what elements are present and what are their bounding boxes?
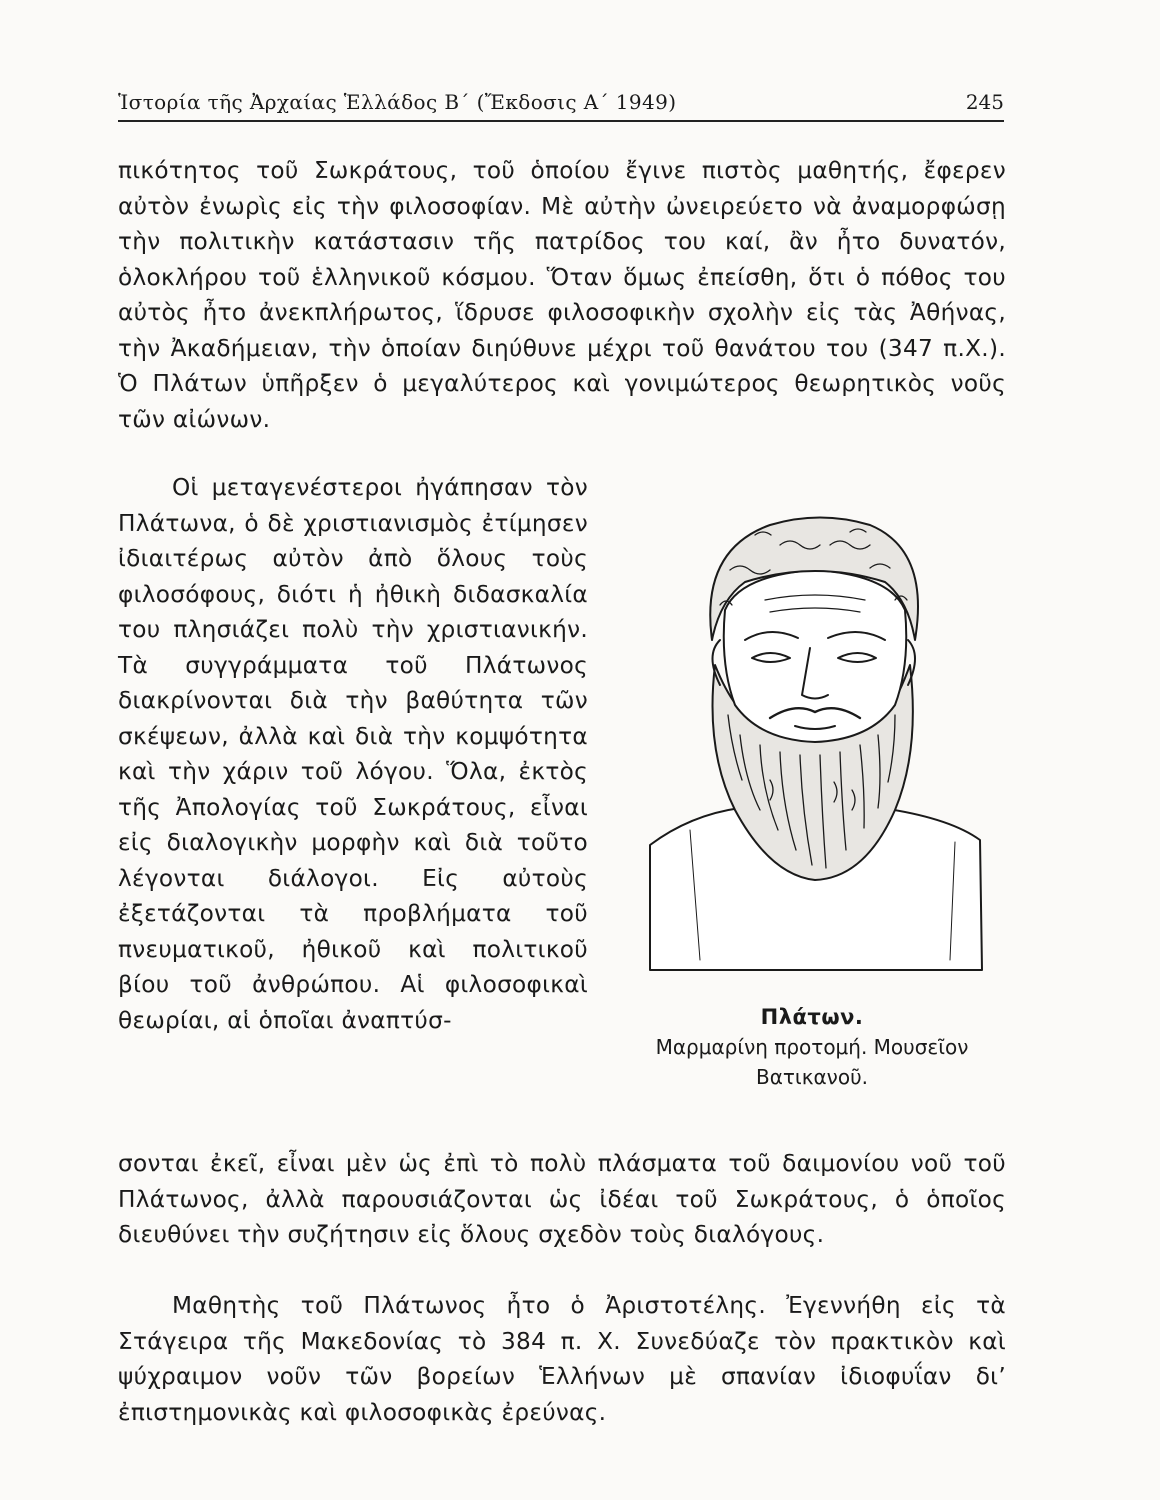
running-header	[118, 86, 1004, 122]
caption-line-2: Βατικανοῦ.	[755, 1065, 869, 1089]
header-title: Ἱστορία τῆς Ἀρχαίας Ἑλλάδος Β΄ (Ἔκδοσις Α΄ 1949)	[118, 90, 677, 114]
caption-line-1: Μαρμαρίνη προτομή. Μουσεῖον	[655, 1035, 969, 1059]
paragraph-plato-works-continued: σονται ἐκεῖ, εἶναι μὲν ὡς ἐπὶ τὸ πολὺ πλάσματα τοῦ δαιμονίου νοῦ τοῦ Πλάτωνος, ἀλλὰ παρουσιάζονται ὡς ἰδέαι τοῦ Σωκράτους, ὁ ὁποῖος διευθύνει τὴν συζήτησιν εἰς ὅλους σχεδὸν τοὺς διαλόγους.	[118, 1150, 1006, 1248]
page-number: 245	[965, 90, 1004, 114]
paragraph-plato-academy: πικότητος τοῦ Σωκράτους, τοῦ ὁποίου ἔγινε πιστὸς μαθητής, ἔφερεν αὐτὸν ἐνωρὶς εἰς τὴν φιλοσοφίαν. Μὲ αὐτὴν ὠνειρεύετο νὰ ἀναμορφώσῃ τὴν πολιτικὴν κατάστασιν τῆς πατρίδος του καί, ἂν ἦτο δυνατόν, ὁλοκλήρου τοῦ ἑλληνικοῦ κόσμου. Ὅταν ὅμως ἐπείσθη, ὅτι ὁ πόθος του αὐτὸς ἦτο ἀνεκπλήρωτος, ἵδρυσε φιλοσοφικὴν σχολὴν εἰς τὰς Ἀθήνας, τὴν Ἀκαδήμειαν, τὴν ὁποίαν διηύθυνε μέχρι τοῦ θανάτου του (347 π.Χ.). Ὁ Πλάτων ὑπῆρξεν ὁ μεγαλύτερος καὶ γονιμώτερος θεωρητικὸς νοῦς τῶν αἰώνων.	[118, 157, 1006, 433]
figure-caption	[618, 1002, 1006, 1092]
plato-bust-figure	[620, 490, 1000, 1089]
plato-bust-icon	[620, 490, 1000, 990]
paragraph-aristotle: Μαθητὴς τοῦ Πλάτωνος ἦτο ὁ Ἀριστοτέλης. Ἐγεννήθη εἰς τὰ Στάγειρα τῆς Μακεδονίας τὸ 384 π. Χ. Συνεδύαζε τὸν πρακτικὸν καὶ ψύχραιμον νοῦν τῶν βορείων Ἑλλήνων μὲ σπανίαν ἰδιοφυΐαν δι’ ἐπιστημονικὰς καὶ φιλοσοφικὰς ἐρεύνας.	[118, 1292, 1006, 1426]
caption-title: Πλάτων.	[760, 1005, 864, 1029]
paragraph-plato-works: Οἱ μεταγενέστεροι ἠγάπησαν τὸν Πλάτωνα, ὁ δὲ χριστιανισμὸς ἐτίμησεν ἰδιαιτέρως αὐτὸν ἀπὸ ὅλους τοὺς φιλοσόφους, διότι ἡ ἠθικὴ διδασκαλία του πλησιάζει πολὺ τὴν χριστιανικήν. Τὰ συγγράμματα τοῦ Πλάτωνος διακρίνονται διὰ τὴν βαθύτητα τῶν σκέψεων, ἀλλὰ καὶ διὰ τὴν κομψότητα καὶ τὴν χάριν τοῦ λόγου. Ὅλα, ἐκτὸς τῆς Ἀπολογίας τοῦ Σωκράτους, εἶναι εἰς διαλογικὴν μορφὴν καὶ διὰ τοῦτο λέγονται διάλογοι. Εἰς αὐτοὺς ἐξετάζονται τὰ προβλήματα τοῦ πνευματικοῦ, ἠθικοῦ καὶ πολιτικοῦ βίου τοῦ ἀνθρώπου. Αἱ φιλοσοφικαὶ θεωρίαι, αἱ ὁποῖαι ἀναπτύσ-	[118, 474, 588, 1034]
